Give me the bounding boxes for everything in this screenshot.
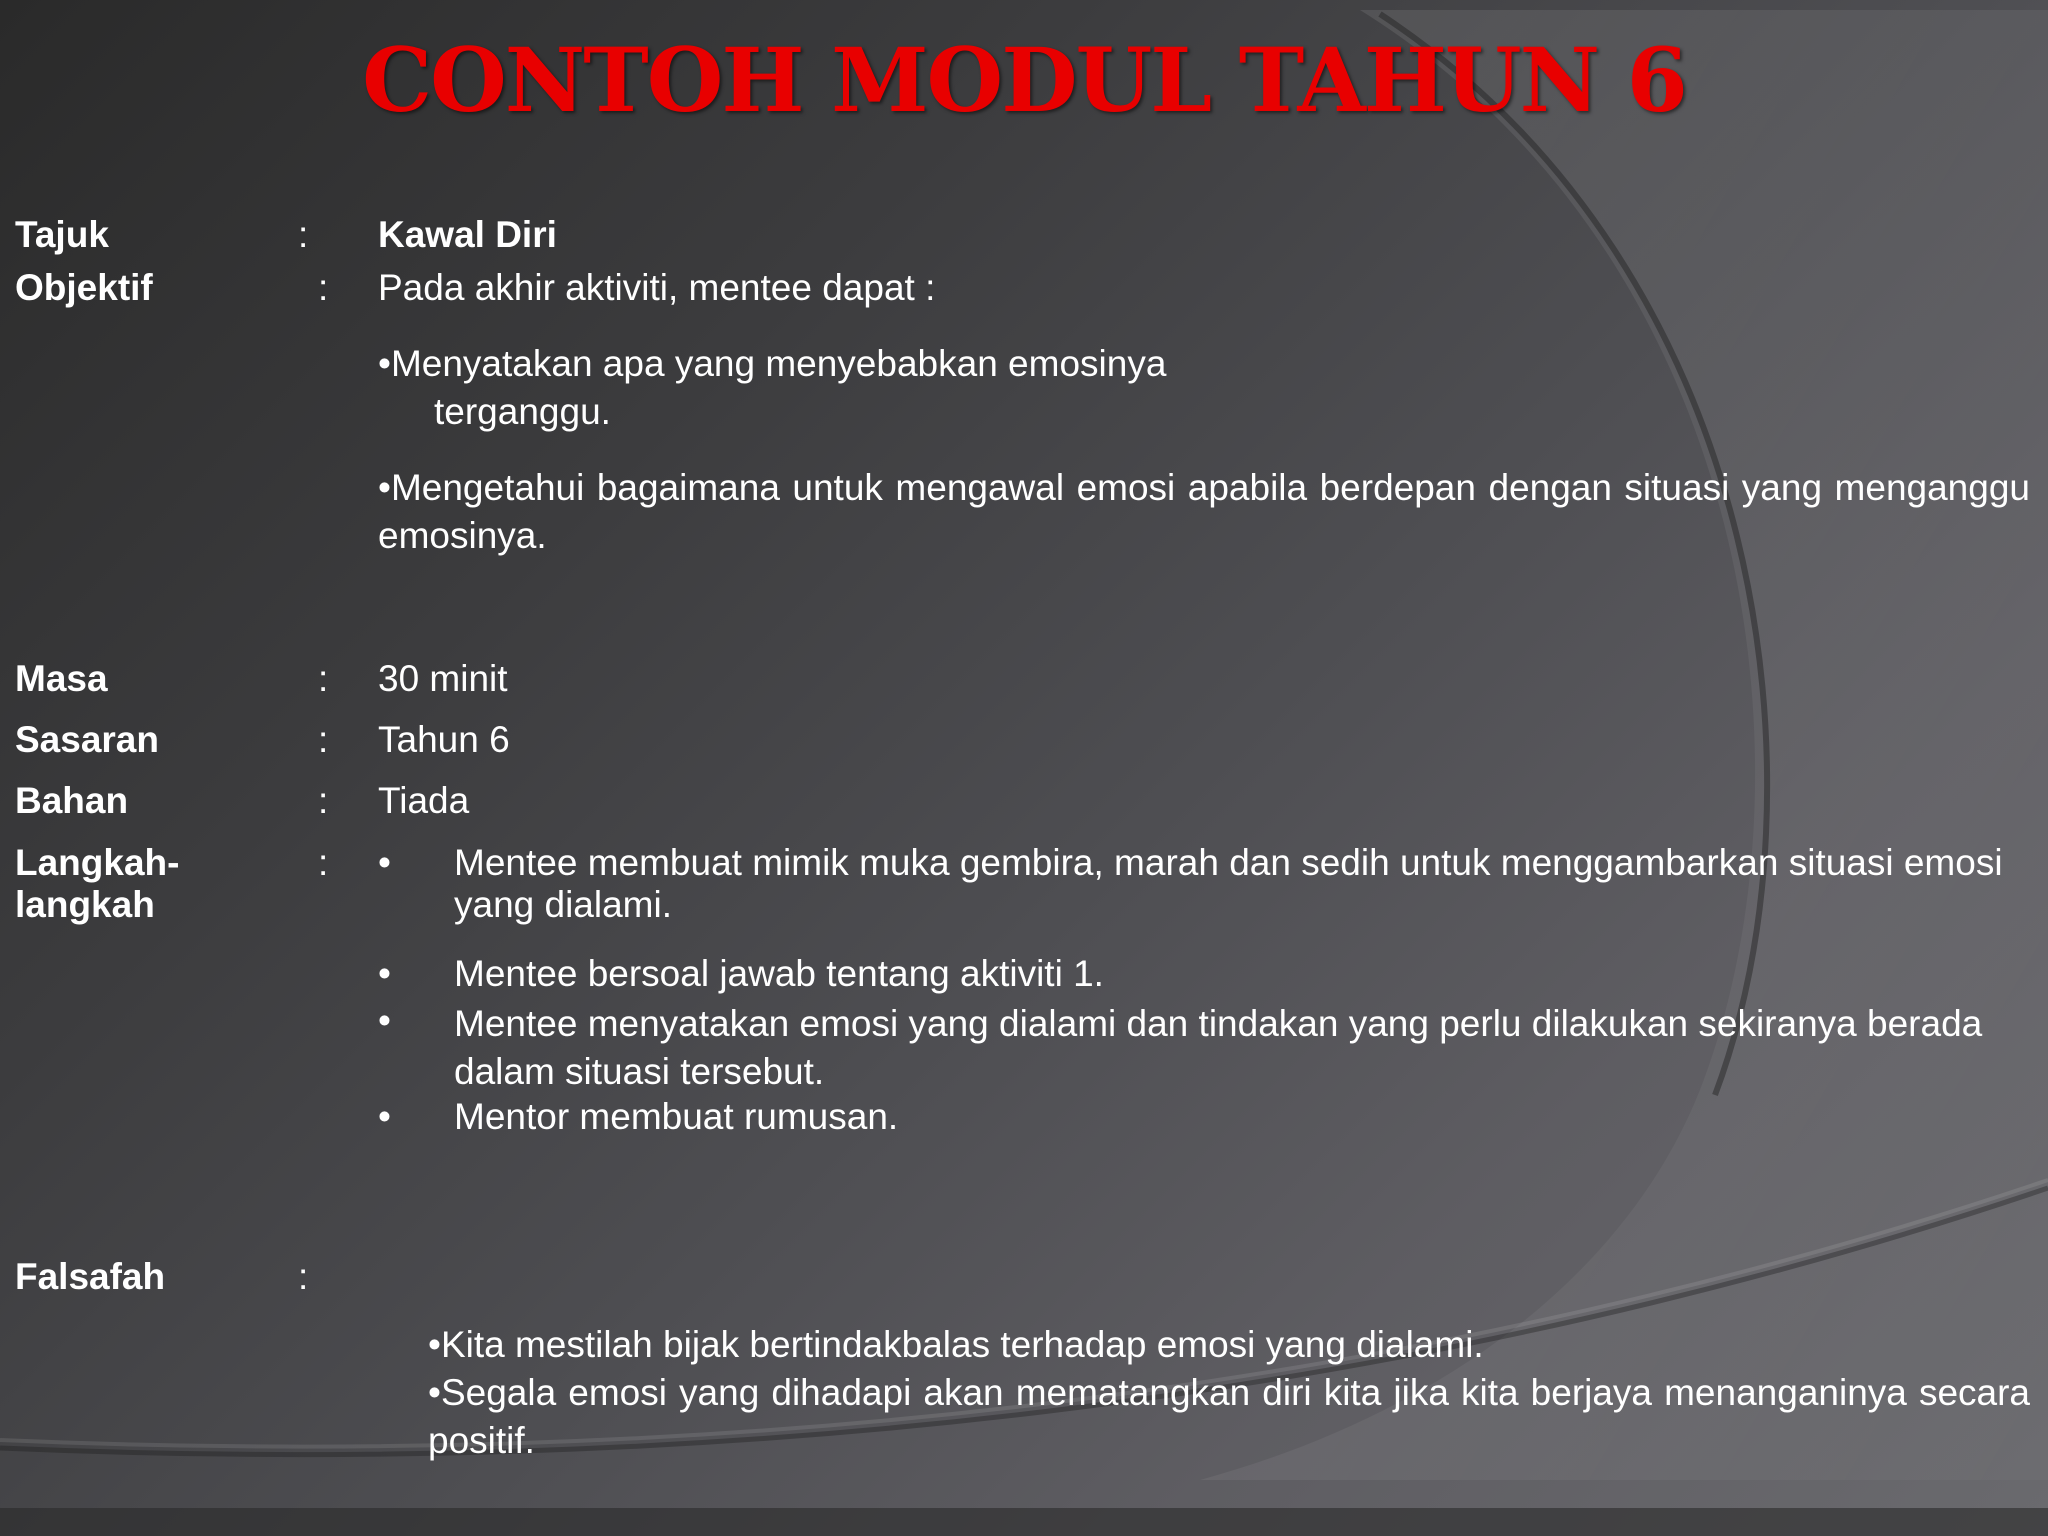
colon-falsafah: : xyxy=(298,1256,309,1297)
langkah-step-4: Mentor membuat rumusan. xyxy=(454,1096,899,1137)
langkah-step-2: Mentee bersoal jawab tentang aktiviti 1. xyxy=(454,953,1104,994)
value-tajuk: Kawal Diri xyxy=(378,214,557,255)
label-langkah-line1: Langkah- xyxy=(15,842,180,883)
langkah-step-3: Mentee menyatakan emosi yang dialami dan tindakan yang perlu dilakukan sekiranya berada dalam situasi tersebut. xyxy=(454,1003,1983,1092)
label-tajuk: Tajuk xyxy=(15,214,109,255)
bullet-dot: • xyxy=(378,1096,391,1137)
label-sasaran: Sasaran xyxy=(15,719,159,760)
colon-masa: : xyxy=(318,658,329,699)
langkah-step-1: Mentee membuat mimik muka gembira, marah dan sedih untuk menggambarkan situasi emosi yang dialami. xyxy=(454,842,2003,925)
colon-bahan: : xyxy=(318,780,329,821)
label-bahan: Bahan xyxy=(15,780,129,821)
label-falsafah: Falsafah xyxy=(15,1256,166,1297)
falsafah-point-2: •Segala emosi yang dihadapi akan mematangkan diri kita jika kita berjaya menanganinya secara positif. xyxy=(428,1372,2030,1461)
label-langkah-line2: langkah xyxy=(15,884,155,925)
value-bahan: Tiada xyxy=(378,780,470,821)
objektif-point-1: •Menyatakan apa yang menyebabkan emosinya xyxy=(378,343,1167,384)
label-objektif: Objektif xyxy=(15,267,153,308)
label-masa: Masa xyxy=(15,658,108,699)
colon-sasaran: : xyxy=(318,719,329,760)
colon-langkah: : xyxy=(318,842,329,883)
bullet-dot: • xyxy=(378,1000,391,1041)
value-objektif: Pada akhir aktiviti, mentee dapat : xyxy=(378,267,936,308)
objektif-point-1-cont: terganggu. xyxy=(434,391,611,432)
value-masa: 30 minit xyxy=(378,658,508,699)
value-sasaran: Tahun 6 xyxy=(378,719,510,760)
colon-tajuk: : xyxy=(298,214,309,255)
bullet-dot: • xyxy=(378,953,391,994)
objektif-point-2: •Mengetahui bagaimana untuk mengawal emosi apabila berdepan dengan situasi yang menganggu emosinya. xyxy=(378,467,2030,556)
bullet-dot: • xyxy=(378,842,391,883)
colon-objektif: : xyxy=(318,267,329,308)
falsafah-point-1: •Kita mestilah bijak bertindakbalas terhadap emosi yang dialami. xyxy=(428,1324,1484,1365)
slide-title: CONTOH MODUL TAHUN 6 xyxy=(362,28,1686,132)
